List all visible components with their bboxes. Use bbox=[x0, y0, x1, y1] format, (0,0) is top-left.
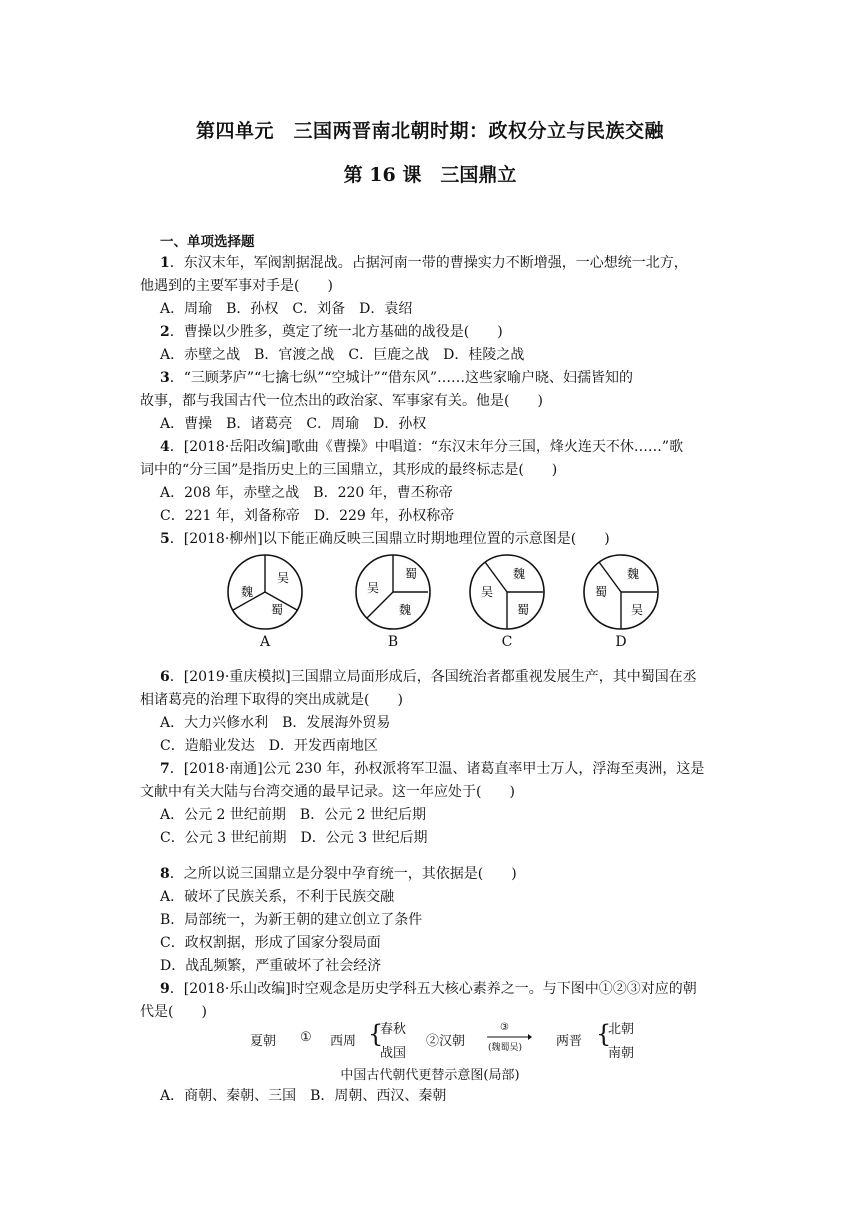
pie-chart-c bbox=[467, 552, 547, 632]
pie-option-a bbox=[225, 552, 305, 654]
question-1-line-1: 1．东汉末年，军阀割据混战。占据河南一带的曹操实力不断增强，一心想统一北方， bbox=[160, 255, 688, 271]
timeline-beichao: 北朝 bbox=[608, 1022, 635, 1037]
timeline-circle-2-han: ②汉朝 bbox=[426, 1034, 466, 1049]
lesson-title: 第 16 课 三国鼎立 bbox=[343, 164, 517, 186]
question-6-options-1: A．大力兴修水利 B．发展海外贸易 bbox=[160, 715, 391, 731]
question-1-line-2: 他遇到的主要军事对手是( ) bbox=[140, 278, 333, 294]
pie-label-top: 蜀 bbox=[404, 567, 418, 581]
question-7-options-1: A．公元 2 世纪前期 B．公元 2 世纪后期 bbox=[160, 807, 427, 823]
timeline-chunqiu: 春秋 bbox=[380, 1022, 407, 1037]
question-8-option-b: B．局部统一，为新王朝的建立创立了条件 bbox=[160, 912, 423, 928]
question-1-options: A．周瑜 B．孙权 C．刘备 D．袁绍 bbox=[160, 301, 413, 317]
question-9-line-2: 代是( ) bbox=[140, 1004, 207, 1020]
question-8-option-d: D．战乱频繁，严重破坏了社会经济 bbox=[160, 958, 382, 974]
question-number: 1 bbox=[160, 255, 170, 271]
pie-label-top: 吴 bbox=[276, 571, 290, 585]
pie-option-letter: D bbox=[615, 634, 627, 650]
pie-label-bottom: 吴 bbox=[630, 603, 644, 617]
pie-label-bottom: 蜀 bbox=[516, 603, 530, 617]
pie-option-letter: B bbox=[387, 634, 399, 650]
question-4-options-1: A．208 年，赤壁之战 B．220 年，曹丕称帝 bbox=[160, 485, 453, 501]
pie-label-bottom: 魏 bbox=[398, 603, 412, 617]
pie-label-top: 魏 bbox=[626, 567, 640, 581]
pie-label-bottom: 蜀 bbox=[270, 603, 284, 617]
question-number: 8 bbox=[160, 866, 170, 882]
question-number: 7 bbox=[160, 761, 170, 777]
brace-icon: { bbox=[596, 1020, 612, 1048]
pie-chart-b bbox=[353, 552, 433, 632]
question-number: 3 bbox=[160, 370, 170, 386]
question-6-line-1: 6．[2019·重庆模拟]三国鼎立局面形成后，各国统治者都重视发展生产，其中蜀国在丞 bbox=[160, 669, 697, 685]
dynasty-timeline bbox=[250, 1016, 690, 1060]
question-number: 5 bbox=[160, 531, 170, 547]
timeline-nanchao: 南朝 bbox=[608, 1046, 635, 1061]
question-7-line-2: 文献中有关大陆与台湾交通的最早记录。这一年应处于( ) bbox=[140, 784, 515, 800]
question-9-line-1: 9．[2018·乐山改编]时空观念是历史学科五大核心素养之一。与下图中①②③对应的朝 bbox=[160, 981, 697, 997]
pie-label-top: 魏 bbox=[512, 567, 526, 581]
question-7-line-1: 7．[2018·南通]公元 230 年，孙权派将军卫温、诸葛直率甲士万人，浮海至夷洲，这是 bbox=[160, 761, 705, 777]
timeline-xia: 夏朝 bbox=[250, 1034, 277, 1049]
question-number: 2 bbox=[160, 324, 170, 340]
timeline-xizhou: 西周 bbox=[330, 1034, 357, 1049]
timeline-liangjin: 两晋 bbox=[556, 1034, 583, 1049]
question-number: 4 bbox=[160, 439, 170, 455]
unit-title: 第四单元 三国两晋南北朝时期：政权分立与民族交融 bbox=[195, 120, 664, 142]
pie-chart-a bbox=[225, 552, 305, 632]
question-2-options: A．赤壁之战 B．官渡之战 C．巨鹿之战 D．桂陵之战 bbox=[160, 347, 525, 363]
pie-label-left: 蜀 bbox=[594, 585, 608, 599]
question-number: 9 bbox=[160, 981, 170, 997]
timeline-circle-1: ① bbox=[300, 1030, 312, 1045]
brace-icon: { bbox=[368, 1020, 384, 1048]
pie-label-left: 魏 bbox=[240, 585, 254, 599]
question-7-options-2: C．公元 3 世纪前期 D．公元 3 世纪后期 bbox=[160, 830, 428, 846]
timeline-caption: 中国古代朝代更替示意图(局部) bbox=[340, 1068, 520, 1083]
question-6-line-2: 相诸葛亮的治理下取得的突出成就是( ) bbox=[140, 692, 403, 708]
pie-option-c bbox=[467, 552, 547, 654]
pie-option-b bbox=[353, 552, 433, 654]
question-8-option-a: A．破坏了民族关系，不利于民族交融 bbox=[160, 889, 395, 905]
question-4-line-2: 词中的“分三国”是指历史上的三国鼎立，其形成的最终标志是( ) bbox=[140, 462, 558, 478]
pie-diagram-options bbox=[225, 552, 665, 654]
question-2-line-1: 2．曹操以少胜多，奠定了统一北方基础的战役是( ) bbox=[160, 324, 503, 340]
pie-label-left: 吴 bbox=[480, 585, 494, 599]
pie-chart-d bbox=[581, 552, 661, 632]
pie-option-letter: A bbox=[259, 634, 271, 650]
question-3-line-1: 3．“三顾茅庐”“七擒七纵”“空城计”“借东风”……这些家喻户晓、妇孺皆知的 bbox=[160, 370, 634, 386]
question-number: 6 bbox=[160, 669, 170, 685]
pie-option-letter: C bbox=[501, 634, 513, 650]
question-3-line-2: 故事，都与我国古代一位杰出的政治家、军事家有关。他是( ) bbox=[140, 393, 543, 409]
section-heading: 一、单项选择题 bbox=[160, 234, 255, 250]
question-3-options: A．曹操 B．诸葛亮 C．周瑜 D．孙权 bbox=[160, 416, 427, 432]
pie-label-left: 吴 bbox=[366, 581, 380, 595]
question-4-line-1: 4．[2018·岳阳改编]歌曲《曹操》中唱道：“东汉末年分三国，烽火连天不休……”歌 bbox=[160, 439, 684, 455]
timeline-zhanguo: 战国 bbox=[380, 1046, 407, 1061]
pie-option-d bbox=[581, 552, 661, 654]
question-6-options-2: C．造船业发达 D．开发西南地区 bbox=[160, 738, 378, 754]
question-8-line-1: 8．之所以说三国鼎立是分裂中孕育统一，其依据是( ) bbox=[160, 866, 517, 882]
question-9-options: A．商朝、秦朝、三国 B．周朝、西汉、秦朝 bbox=[160, 1088, 447, 1104]
timeline-circle-3-sub: (魏蜀吴) bbox=[488, 1043, 523, 1053]
question-4-options-2: C．221 年，刘备称帝 D．229 年，孙权称帝 bbox=[160, 508, 455, 524]
question-5-line-1: 5．[2018·柳州]以下能正确反映三国鼎立时期地理位置的示意图是( ) bbox=[160, 531, 610, 547]
timeline-circle-3: ③ bbox=[500, 1022, 509, 1033]
question-8-option-c: C．政权割据，形成了国家分裂局面 bbox=[160, 935, 381, 951]
